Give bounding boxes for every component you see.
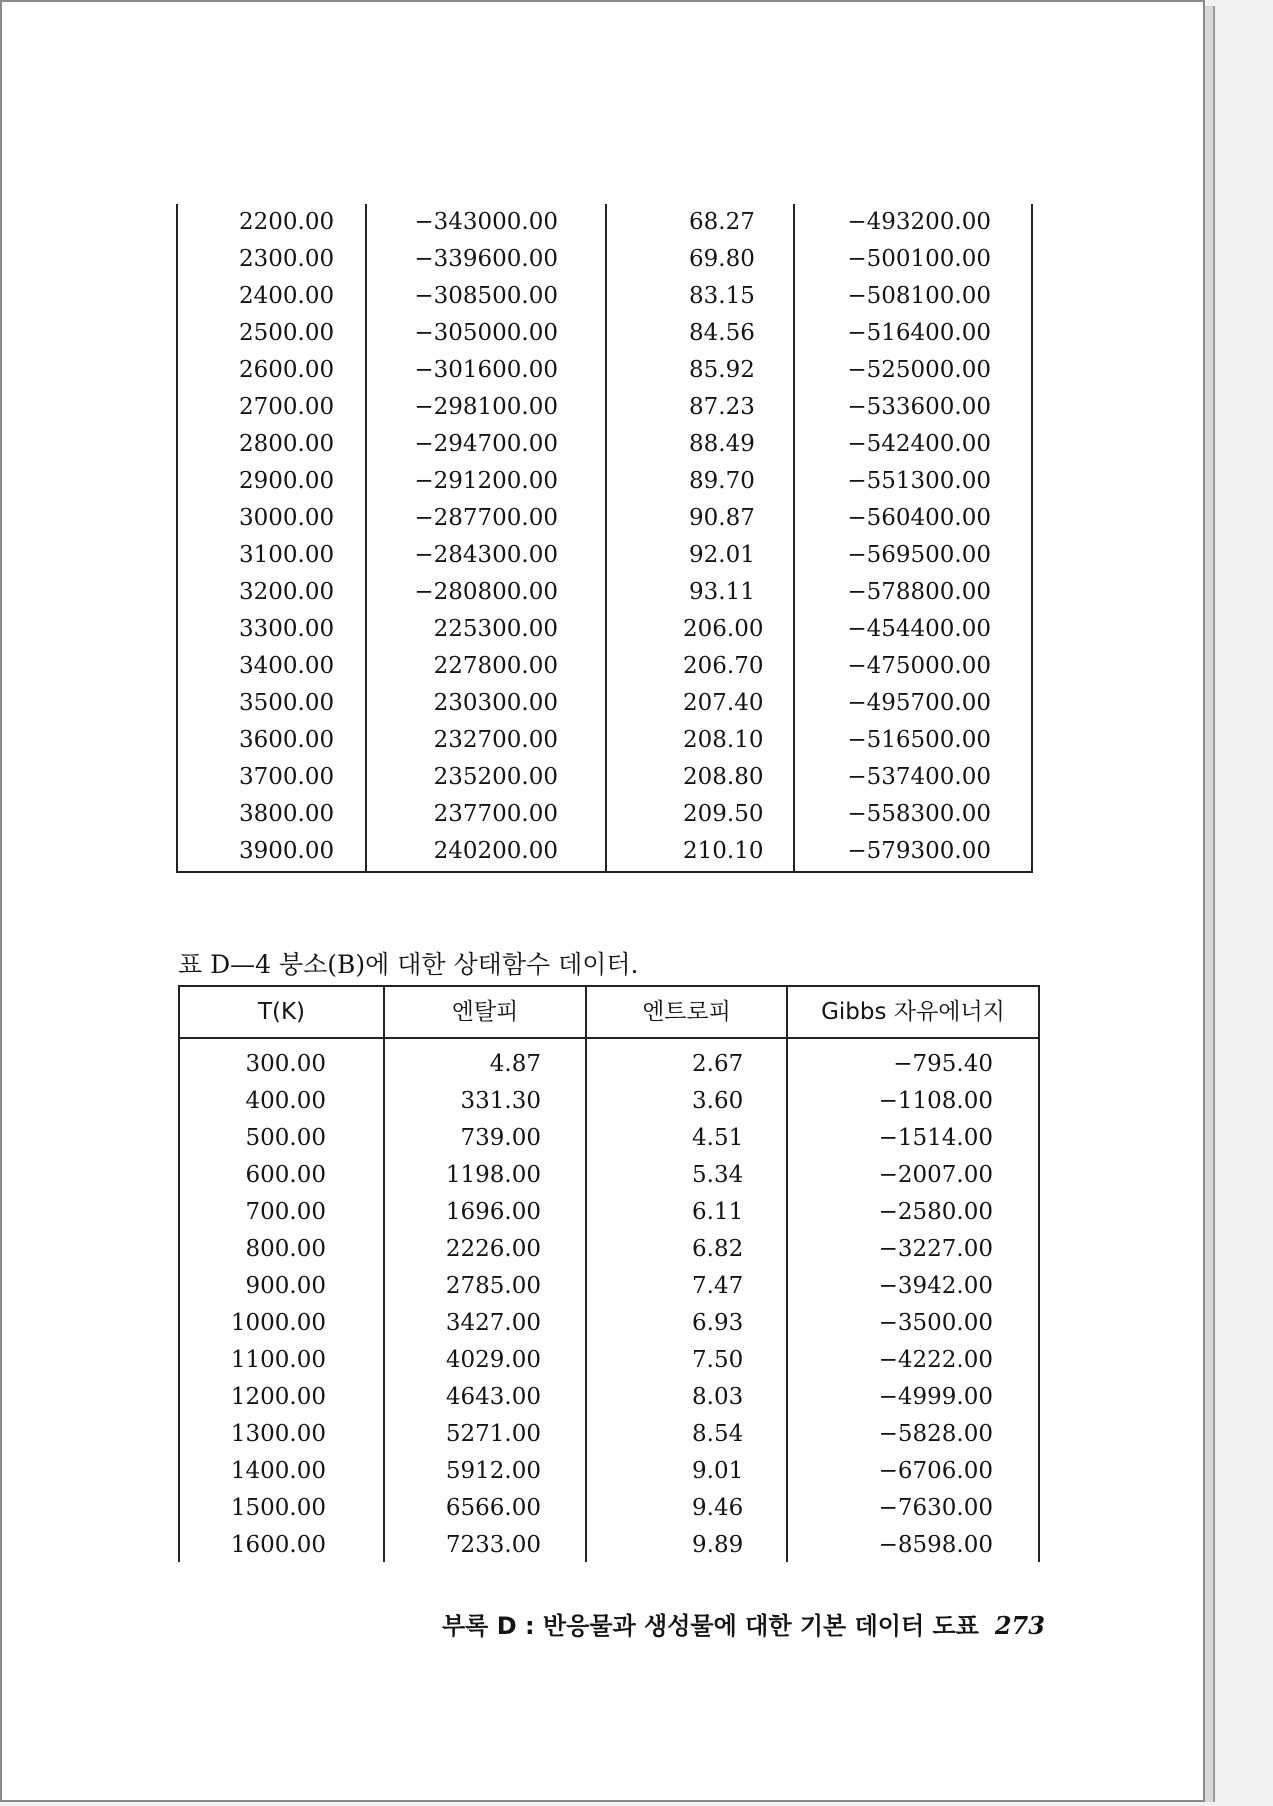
gibbs-cell: −537400.00 — [847, 764, 991, 790]
entropy-cell: 2.67 — [692, 1051, 744, 1077]
gibbs-cell: −4222.00 — [878, 1347, 993, 1373]
gibbs-cell: −495700.00 — [847, 690, 991, 716]
enthalpy-cell: 1198.00 — [445, 1162, 541, 1188]
gibbs-cell: −6706.00 — [878, 1458, 993, 1484]
entropy-cell: 9.01 — [692, 1458, 744, 1484]
temperature-cell: 3900.00 — [239, 838, 335, 864]
enthalpy-cell: 331.30 — [460, 1088, 541, 1114]
temperature-cell: 2300.00 — [239, 246, 335, 272]
enthalpy-cell: 739.00 — [460, 1125, 541, 1151]
table-row — [178, 833, 1031, 870]
gibbs-cell: −493200.00 — [847, 209, 991, 235]
gibbs-cell: −578800.00 — [847, 579, 991, 605]
table-row — [178, 611, 1031, 648]
entropy-cell: 206.70 — [683, 653, 764, 679]
temperature-cell: 3100.00 — [239, 542, 335, 568]
table-row — [180, 1416, 1038, 1453]
gibbs-cell: −525000.00 — [847, 357, 991, 383]
table-row — [178, 204, 1031, 241]
continued-state-function-table — [176, 204, 1033, 873]
temperature-cell: 2200.00 — [239, 209, 335, 235]
entropy-cell: 210.10 — [683, 838, 764, 864]
enthalpy-cell: −343000.00 — [414, 209, 558, 235]
temperature-cell: 2400.00 — [239, 283, 335, 309]
entropy-cell: 89.70 — [689, 468, 755, 494]
enthalpy-cell: 240200.00 — [433, 838, 558, 864]
entropy-cell: 90.87 — [689, 505, 755, 531]
entropy-cell: 6.11 — [692, 1199, 744, 1225]
enthalpy-cell: 5912.00 — [445, 1458, 541, 1484]
temperature-cell: 3500.00 — [239, 690, 335, 716]
column-header-temperature: T(K) — [257, 999, 306, 1025]
running-footer — [442, 1606, 1045, 1641]
enthalpy-cell: −291200.00 — [414, 468, 558, 494]
temperature-cell: 700.00 — [245, 1199, 326, 1225]
enthalpy-cell: 2226.00 — [445, 1236, 541, 1262]
entropy-cell: 6.93 — [692, 1310, 744, 1336]
temperature-cell: 2600.00 — [239, 357, 335, 383]
entropy-cell: 8.03 — [692, 1384, 744, 1410]
temperature-cell: 1500.00 — [230, 1495, 326, 1521]
gibbs-cell: −795.40 — [893, 1051, 993, 1077]
column-header-entropy: 엔트로피 — [642, 999, 731, 1025]
entropy-cell: 9.46 — [692, 1495, 744, 1521]
gibbs-cell: −4999.00 — [878, 1384, 993, 1410]
entropy-cell: 4.51 — [692, 1125, 744, 1151]
temperature-cell: 3300.00 — [239, 616, 335, 642]
entropy-cell: 84.56 — [689, 320, 755, 346]
temperature-cell: 1100.00 — [230, 1347, 326, 1373]
temperature-cell: 800.00 — [245, 1236, 326, 1262]
table-row — [180, 1342, 1038, 1379]
enthalpy-cell: −308500.00 — [414, 283, 558, 309]
column-header-gibbs: Gibbs 자유에너지 — [821, 999, 1005, 1025]
enthalpy-cell: −298100.00 — [414, 394, 558, 420]
table-row — [180, 1120, 1038, 1157]
gibbs-cell: −500100.00 — [847, 246, 991, 272]
entropy-cell: 3.60 — [692, 1088, 744, 1114]
table-row — [180, 1046, 1038, 1083]
table-header-row — [180, 987, 1038, 1037]
table-row — [178, 537, 1031, 574]
enthalpy-cell: −301600.00 — [414, 357, 558, 383]
gibbs-cell: −569500.00 — [847, 542, 991, 568]
entropy-cell: 208.10 — [683, 727, 764, 753]
temperature-cell: 1400.00 — [230, 1458, 326, 1484]
temperature-cell: 1200.00 — [230, 1384, 326, 1410]
entropy-cell: 93.11 — [689, 579, 755, 605]
table-row — [180, 1453, 1038, 1490]
temperature-cell: 1600.00 — [230, 1532, 326, 1558]
table-row — [178, 500, 1031, 537]
gibbs-cell: −1108.00 — [878, 1088, 993, 1114]
gibbs-cell: −3942.00 — [878, 1273, 993, 1299]
gibbs-cell: −558300.00 — [847, 801, 991, 827]
table-row — [178, 685, 1031, 722]
enthalpy-cell: 230300.00 — [433, 690, 558, 716]
gibbs-cell: −579300.00 — [847, 838, 991, 864]
table-row — [178, 278, 1031, 315]
enthalpy-cell: 3427.00 — [445, 1310, 541, 1336]
enthalpy-cell: −339600.00 — [414, 246, 558, 272]
table-row — [180, 1268, 1038, 1305]
gibbs-cell: −508100.00 — [847, 283, 991, 309]
gibbs-cell: −3227.00 — [878, 1236, 993, 1262]
table-row — [180, 1083, 1038, 1120]
gibbs-cell: −2007.00 — [878, 1162, 993, 1188]
temperature-cell: 3700.00 — [239, 764, 335, 790]
table-row — [178, 759, 1031, 796]
enthalpy-cell: 6566.00 — [445, 1495, 541, 1521]
enthalpy-cell: 232700.00 — [433, 727, 558, 753]
entropy-cell: 208.80 — [683, 764, 764, 790]
enthalpy-cell: 4029.00 — [445, 1347, 541, 1373]
table-row — [178, 574, 1031, 611]
enthalpy-cell: −294700.00 — [414, 431, 558, 457]
enthalpy-cell: −280800.00 — [414, 579, 558, 605]
entropy-cell: 87.23 — [689, 394, 755, 420]
table-row — [180, 1490, 1038, 1527]
table-row — [180, 1157, 1038, 1194]
table-caption: 표 D—4 붕소(B)에 대한 상태함수 데이터. — [178, 950, 639, 979]
page-edge-shadow — [1205, 6, 1215, 1802]
enthalpy-cell: 237700.00 — [433, 801, 558, 827]
entropy-cell: 7.50 — [692, 1347, 744, 1373]
table-row — [180, 1194, 1038, 1231]
table-row — [178, 352, 1031, 389]
table-row — [178, 722, 1031, 759]
temperature-cell: 400.00 — [245, 1088, 326, 1114]
enthalpy-cell: 7233.00 — [445, 1532, 541, 1558]
entropy-cell: 8.54 — [692, 1421, 744, 1447]
gibbs-cell: −516500.00 — [847, 727, 991, 753]
temperature-cell: 1000.00 — [230, 1310, 326, 1336]
temperature-cell: 600.00 — [245, 1162, 326, 1188]
gibbs-cell: −2580.00 — [878, 1199, 993, 1225]
table-row — [180, 1231, 1038, 1268]
entropy-cell: 206.00 — [683, 616, 764, 642]
temperature-cell: 2700.00 — [239, 394, 335, 420]
temperature-cell: 300.00 — [245, 1051, 326, 1077]
temperature-cell: 2900.00 — [239, 468, 335, 494]
entropy-cell: 7.47 — [692, 1273, 744, 1299]
temperature-cell: 900.00 — [245, 1273, 326, 1299]
temperature-cell: 3600.00 — [239, 727, 335, 753]
entropy-cell: 207.40 — [683, 690, 764, 716]
entropy-cell: 6.82 — [692, 1236, 744, 1262]
table-row — [180, 1527, 1038, 1564]
gibbs-cell: −551300.00 — [847, 468, 991, 494]
gibbs-cell: −475000.00 — [847, 653, 991, 679]
enthalpy-cell: −287700.00 — [414, 505, 558, 531]
table-row — [178, 648, 1031, 685]
temperature-cell: 500.00 — [245, 1125, 326, 1151]
gibbs-cell: −516400.00 — [847, 320, 991, 346]
gibbs-cell: −454400.00 — [847, 616, 991, 642]
gibbs-cell: −8598.00 — [878, 1532, 993, 1558]
header-rule — [180, 1037, 1038, 1039]
temperature-cell: 3200.00 — [239, 579, 335, 605]
entropy-cell: 92.01 — [689, 542, 755, 568]
enthalpy-cell: 227800.00 — [433, 653, 558, 679]
temperature-cell: 3000.00 — [239, 505, 335, 531]
entropy-cell: 88.49 — [689, 431, 755, 457]
temperature-cell: 2500.00 — [239, 320, 335, 346]
table-row — [178, 241, 1031, 278]
temperature-cell: 2800.00 — [239, 431, 335, 457]
gibbs-cell: −560400.00 — [847, 505, 991, 531]
table-row — [178, 463, 1031, 500]
page-number: 273 — [994, 1611, 1045, 1640]
entropy-cell: 209.50 — [683, 801, 764, 827]
enthalpy-cell: 4.87 — [489, 1051, 541, 1077]
gibbs-cell: −1514.00 — [878, 1125, 993, 1151]
enthalpy-cell: 1696.00 — [445, 1199, 541, 1225]
enthalpy-cell: 235200.00 — [433, 764, 558, 790]
entropy-cell: 9.89 — [692, 1532, 744, 1558]
enthalpy-cell: −284300.00 — [414, 542, 558, 568]
table-row — [180, 1305, 1038, 1342]
table-row — [180, 1379, 1038, 1416]
enthalpy-cell: 4643.00 — [445, 1384, 541, 1410]
enthalpy-cell: 2785.00 — [445, 1273, 541, 1299]
gibbs-cell: −7630.00 — [878, 1495, 993, 1521]
gibbs-cell: −533600.00 — [847, 394, 991, 420]
entropy-cell: 68.27 — [689, 209, 755, 235]
temperature-cell: 3400.00 — [239, 653, 335, 679]
temperature-cell: 3800.00 — [239, 801, 335, 827]
entropy-cell: 83.15 — [689, 283, 755, 309]
entropy-cell: 85.92 — [689, 357, 755, 383]
table-row — [178, 796, 1031, 833]
running-title: 부록 D : 반응물과 생성물에 대한 기본 데이터 도표 — [442, 1612, 979, 1640]
temperature-cell: 1300.00 — [230, 1421, 326, 1447]
enthalpy-cell: 5271.00 — [445, 1421, 541, 1447]
gibbs-cell: −542400.00 — [847, 431, 991, 457]
enthalpy-cell: 225300.00 — [433, 616, 558, 642]
gibbs-cell: −5828.00 — [878, 1421, 993, 1447]
enthalpy-cell: −305000.00 — [414, 320, 558, 346]
table-row — [178, 426, 1031, 463]
table-row — [178, 315, 1031, 352]
gibbs-cell: −3500.00 — [878, 1310, 993, 1336]
entropy-cell: 5.34 — [692, 1162, 744, 1188]
table-row — [178, 389, 1031, 426]
boron-state-function-table — [178, 985, 1040, 1562]
entropy-cell: 69.80 — [689, 246, 755, 272]
column-header-enthalpy: 엔탈피 — [451, 999, 519, 1025]
